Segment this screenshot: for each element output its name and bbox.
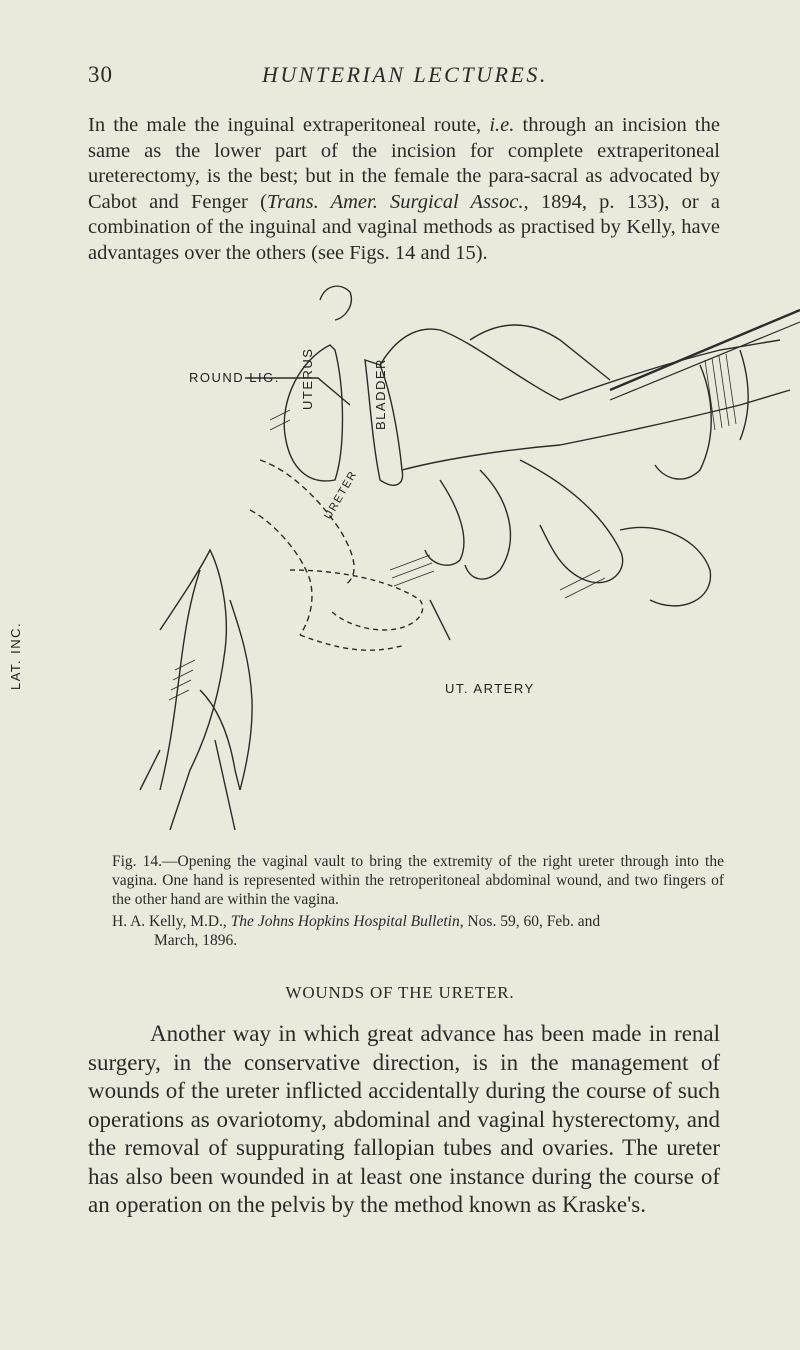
label-round-lig: ROUND LIG. [189, 370, 280, 385]
label-bladder: BLADDER [373, 358, 388, 430]
paragraph-1-part-c: , 1894, p. 133), or a combination of the inguinal and vaginal methods as practised by Kelly, have advantages over the others (see Figs. 14 and 15). [88, 190, 720, 264]
paragraph-1-part-b: through an incision the same as the lower part of the incision for complete extraperitoneal ureterectomy, is the best; but in the female the para-sacral as advocated by Cabot and Fenger ( [88, 114, 720, 213]
section-heading: WOUNDS OF THE URETER. [285, 983, 515, 1002]
paragraph-1-ie: i.e. [489, 114, 515, 136]
paragraph-1-part-a: In the male the inguinal extraperitoneal route, [88, 114, 490, 136]
body-paragraph-2: Another way in which great advance has been made in renal surgery, in the conservative direction, is in the management of wounds of the ureter inflicted accidentally during the course of such operations as ovariotomy, abdominal and vaginal hysterectomy, and the removal of suppurating fallopian tubes and ovaries. The ureter has also been wounded in at least one instance during the course of an operation on the pelvis by the method known as Kraske's. [88, 1021, 720, 1217]
credit-details: , Nos. 59, 60, Feb. and [459, 913, 601, 930]
credit-author: H. A. Kelly, M.D., [112, 913, 231, 930]
figure-caption: Fig. 14.—Opening the vaginal vault to bring the extremity of the right ureter through into the vagina. One hand is represented within the retroperitoneal abdominal wound, and two fingers of the other hand are within the vagina. [112, 853, 724, 908]
label-ureter: URETER [322, 468, 360, 522]
page-header [0, 62, 800, 92]
body-paragraph-1 [88, 113, 720, 266]
credit-continuation: March, 1896. [154, 932, 238, 949]
page-number: 30 [88, 62, 113, 87]
credit-journal: The Johns Hopkins Hospital Bulletin [230, 913, 460, 930]
running-head: HUNTERIAN LECTURES. [262, 62, 548, 87]
label-uterus: UTERUS [300, 347, 315, 410]
paragraph-1-citation: Trans. Amer. Surgical Assoc. [266, 190, 524, 213]
label-ut-artery: UT. ARTERY [445, 681, 535, 696]
label-lat-inc: LAT. INC. [8, 621, 23, 690]
figure-credit [112, 912, 724, 950]
anatomical-illustration [8, 270, 800, 850]
